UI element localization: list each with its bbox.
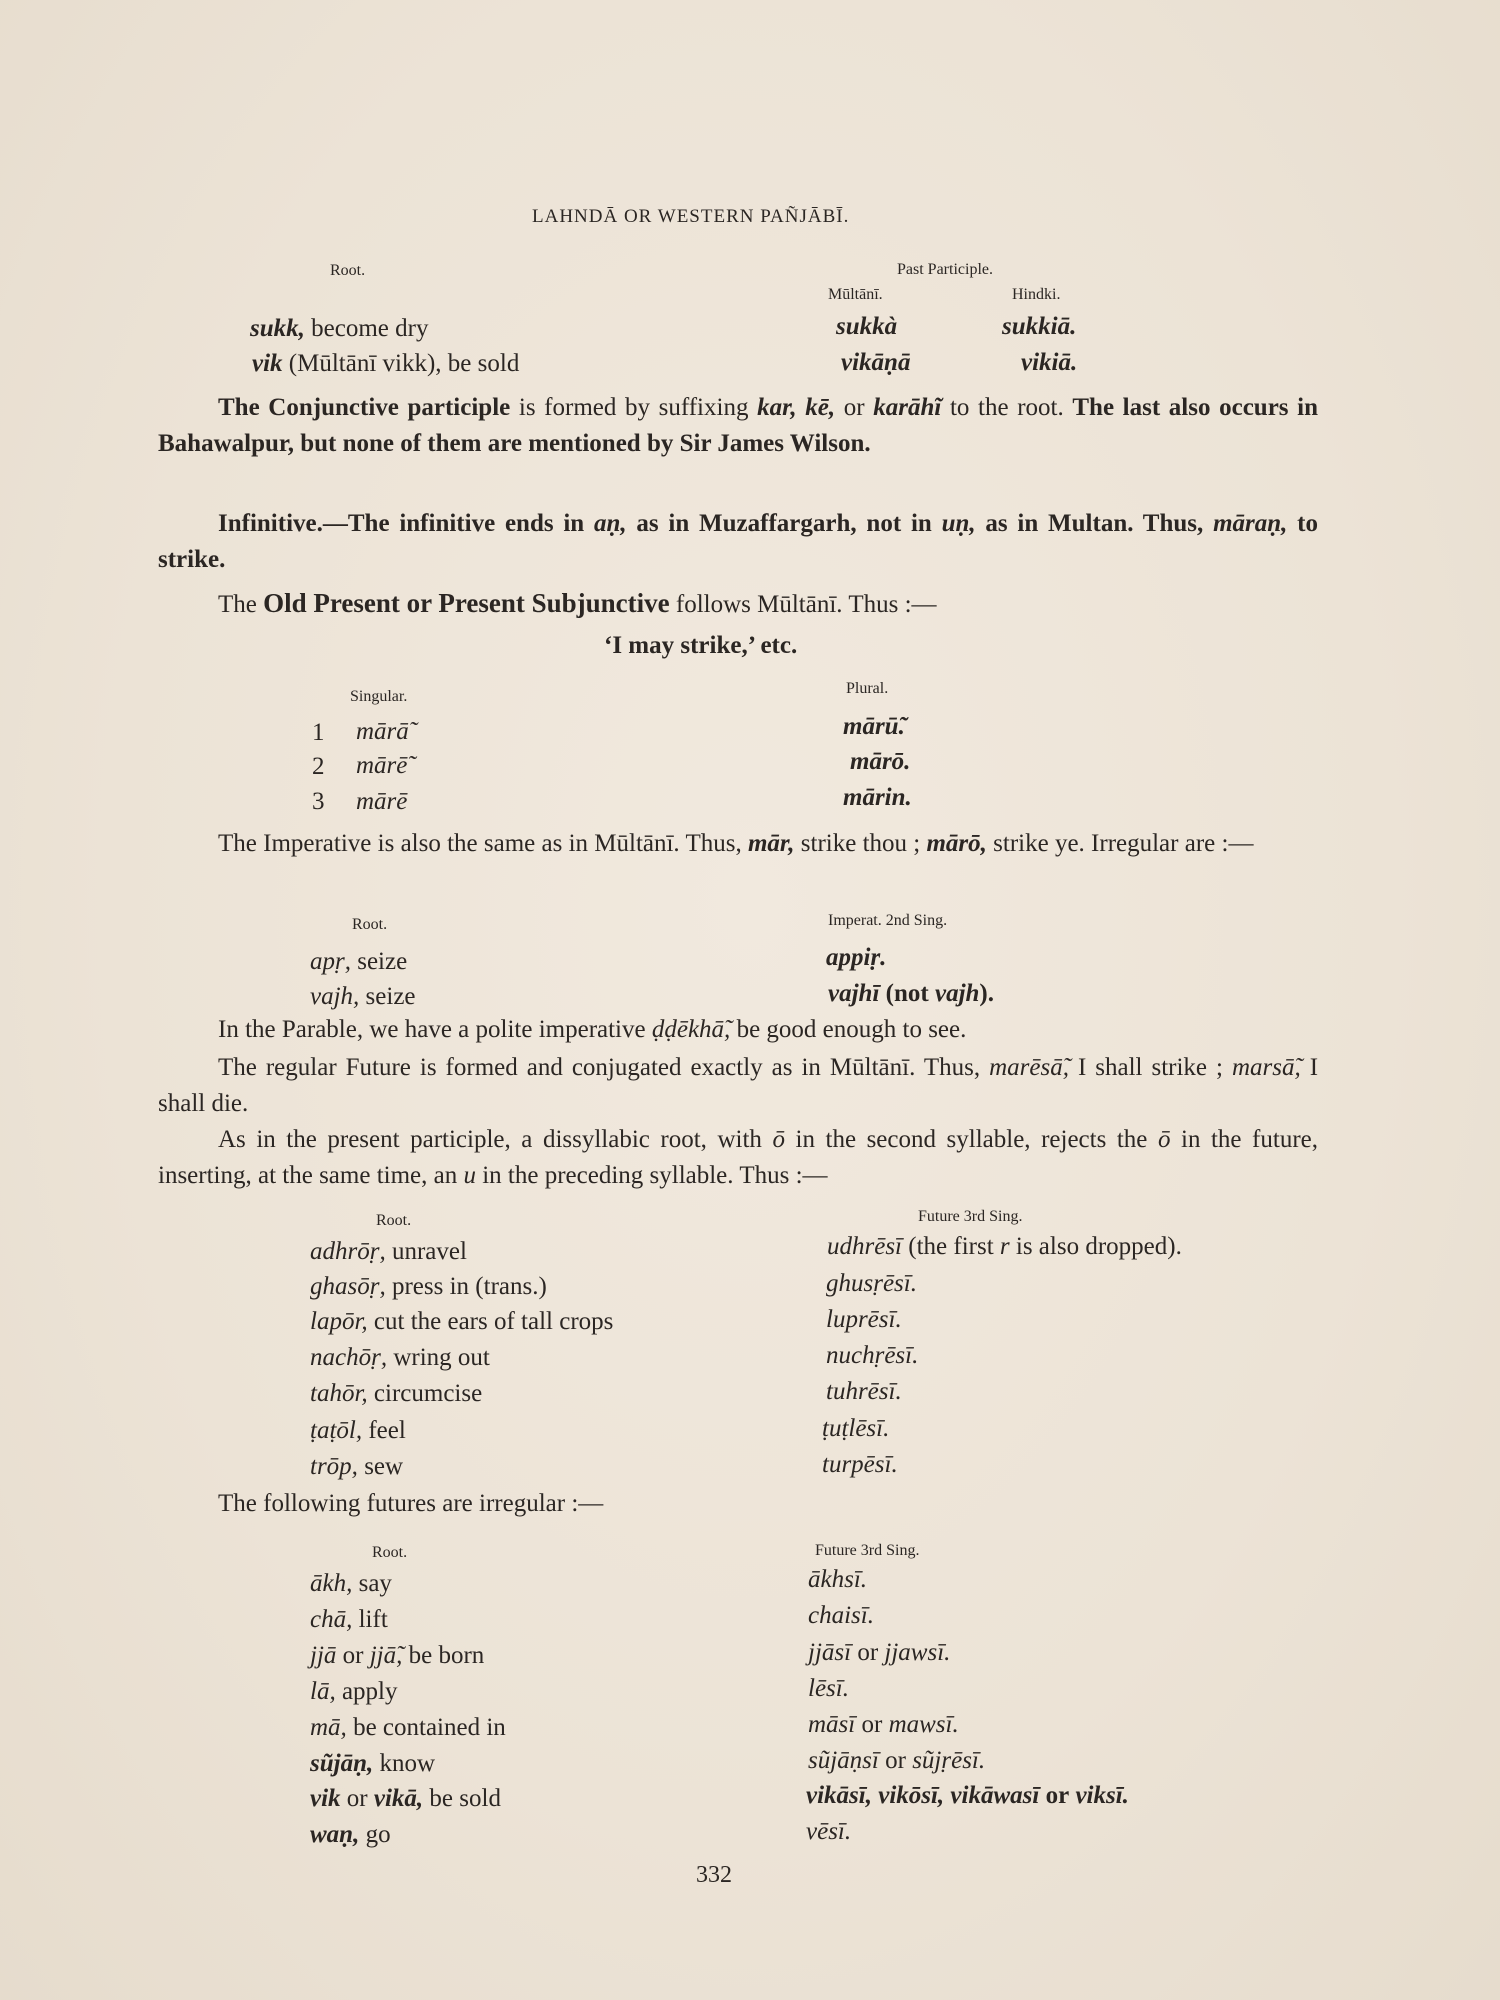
subj-plur-1: mārū̃. [843, 713, 905, 740]
irr-fut-5: māsī or mawsī. [808, 1711, 959, 1738]
running-header: LAHNDĀ OR WESTERN PAÑJĀBĪ. [532, 206, 850, 227]
pp-row-1 [250, 315, 428, 343]
imp-row-2: vajh, seize [310, 983, 416, 1010]
fut-form-4: nuchṛēsī. [826, 1342, 919, 1369]
irr-root-row-7: vik or vikā, be sold [310, 1785, 501, 1812]
irregular-intro: The following futures are irregular :— [218, 1490, 604, 1517]
old-present-heading: Old Present or Present Subjunctive [263, 588, 670, 618]
irr-root-row-6: sũjāṇ, know [310, 1750, 436, 1777]
irr-root-row-4: lā, apply [310, 1678, 398, 1705]
irr-fut-8: vēsī. [806, 1818, 852, 1845]
subj-num-2: 2 [312, 753, 325, 780]
sing-head: Singular. [350, 688, 408, 705]
irr-fut-7: vikāsī, vikōsī, vikāwasī or viksī. [806, 1782, 1129, 1809]
plur-head: Plural. [846, 680, 889, 697]
pp-root: vik [252, 350, 283, 377]
fut-root-row-6: ṭaṭōl, feel [310, 1417, 406, 1444]
irr-fut-4: lēsī. [808, 1675, 849, 1702]
page-number: 332 [696, 1862, 732, 1888]
pp-hindki-head: Hindki. [1012, 286, 1061, 303]
imp-row-1: apṛ, seize [310, 948, 408, 975]
imperative-paragraph: The Imperative is also the same as in Mūltānī. Thus, mār, strike thou ; mārō, strike ye. Irregular are :— [218, 830, 1254, 857]
subj-plur-2: mārō. [850, 748, 911, 775]
fut-root-row-4: nachōṛ, wring out [310, 1344, 490, 1371]
irr-root-row-3: jjā or jjā̃, be born [310, 1642, 485, 1669]
subj-sing-3: mārē [356, 788, 408, 815]
dissyllabic-paragraph: As in the present participle, a dissyllabic root, with ō in the second syllable, rejects the ō in the future, inserting, at the same time, an u in the preceding syllable. Thus :— [158, 1126, 1319, 1189]
irr-root-row-8: waṇ, go [310, 1821, 391, 1848]
pp-gloss: (Mūltānī vikk), be sold [288, 350, 520, 377]
fut-form-7: turpēsī. [822, 1451, 898, 1478]
fut-root-row-3: lapōr, cut the ears of tall crops [310, 1308, 614, 1335]
irr-fut-2: chaisī. [808, 1602, 874, 1629]
fut-root-row-5: tahōr, circumcise [310, 1380, 483, 1407]
imp-form-1: appiṛ. [826, 944, 887, 971]
pp-row-2 [252, 350, 519, 378]
subj-plur-3: mārin. [843, 784, 912, 811]
irr-root-head: Root. [372, 1544, 408, 1561]
subj-num-3: 3 [312, 788, 325, 815]
parable-line: In the Parable, we have a polite imperative ḍḍēkhā̃, be good enough to see. [218, 1016, 967, 1043]
fut-form-1: udhrēsī (the first r is also dropped). [827, 1233, 1182, 1260]
fut-form-3: luprēsī. [826, 1306, 902, 1333]
fut-form-6: ṭuṭlēsī. [822, 1415, 890, 1442]
fut-form-5: tuhrēsī. [826, 1378, 902, 1405]
pp-root-head: Root. [330, 262, 366, 279]
fut-root-row-2: ghasōṛ, press in (trans.) [310, 1273, 547, 1300]
irr-fut-3: jjāsī or jjawsī. [808, 1639, 951, 1666]
subj-sing-2: mārē̃ [356, 752, 408, 779]
inf-heading: Infinitive.—The infinitive ends in [218, 510, 585, 537]
irr-root-row-1: ākh, say [310, 1570, 392, 1597]
pp-head: Past Participle. [897, 261, 993, 278]
old-present-line: The Old Present or Present Subjunctive follows Mūltānī. Thus :— [218, 588, 937, 618]
fut-form-2: ghusṛēsī. [826, 1270, 917, 1297]
pp-gloss: become dry [311, 315, 429, 342]
pp-multani-head: Mūltānī. [828, 286, 883, 303]
conj-heading: The Conjunctive participle [218, 394, 511, 421]
pp-hindki-1: sukkiā. [1002, 313, 1077, 340]
irr-root-row-5: mā, be contained in [310, 1714, 506, 1741]
fut-root-row-1: adhrōṛ, unravel [310, 1238, 467, 1265]
pp-root: sukk, [250, 315, 305, 342]
old-present-sub: ‘I may strike,’ etc. [604, 632, 798, 659]
fut-root-head: Root. [376, 1212, 412, 1229]
fut-root-row-7: trōp, sew [310, 1453, 404, 1480]
future-paragraph: The regular Future is formed and conjugated exactly as in Mūltānī. Thus, marēsā̃, I shall strike ; marsā̃, I shall die. [158, 1054, 1319, 1117]
imp-head: Imperat. 2nd Sing. [828, 912, 948, 929]
conjunctive-paragraph: The Conjunctive participle is formed by suffixing kar, kē, or karāhĩ to the root. The last also occurs in Bahawalpur, but none of them are mentioned by Sir James Wilson. [158, 394, 1319, 457]
infinitive-paragraph: Infinitive.—The infinitive ends in aṇ, as in Muzaffargarh, not in uṇ, as in Multan. Thus, māraṇ, to strike. [158, 510, 1319, 573]
fut-head: Future 3rd Sing. [918, 1208, 1023, 1225]
irr-fut-1: ākhsī. [808, 1566, 868, 1593]
subj-num-1: 1 [312, 719, 325, 746]
irr-fut-6: sũjāṇsī or sũjṛēsī. [808, 1747, 986, 1774]
imp-form-2: vajhī (not vajh). [828, 980, 994, 1007]
pp-multani-2: vikāṇā [841, 349, 911, 376]
subj-sing-1: mārā̃ [356, 718, 409, 745]
imp-root-head: Root. [352, 916, 388, 933]
irr-fut-head: Future 3rd Sing. [815, 1542, 920, 1559]
irr-root-row-2: chā, lift [310, 1606, 388, 1633]
pp-hindki-2: vikiā. [1021, 349, 1078, 376]
pp-multani-1: sukkà [836, 313, 898, 340]
